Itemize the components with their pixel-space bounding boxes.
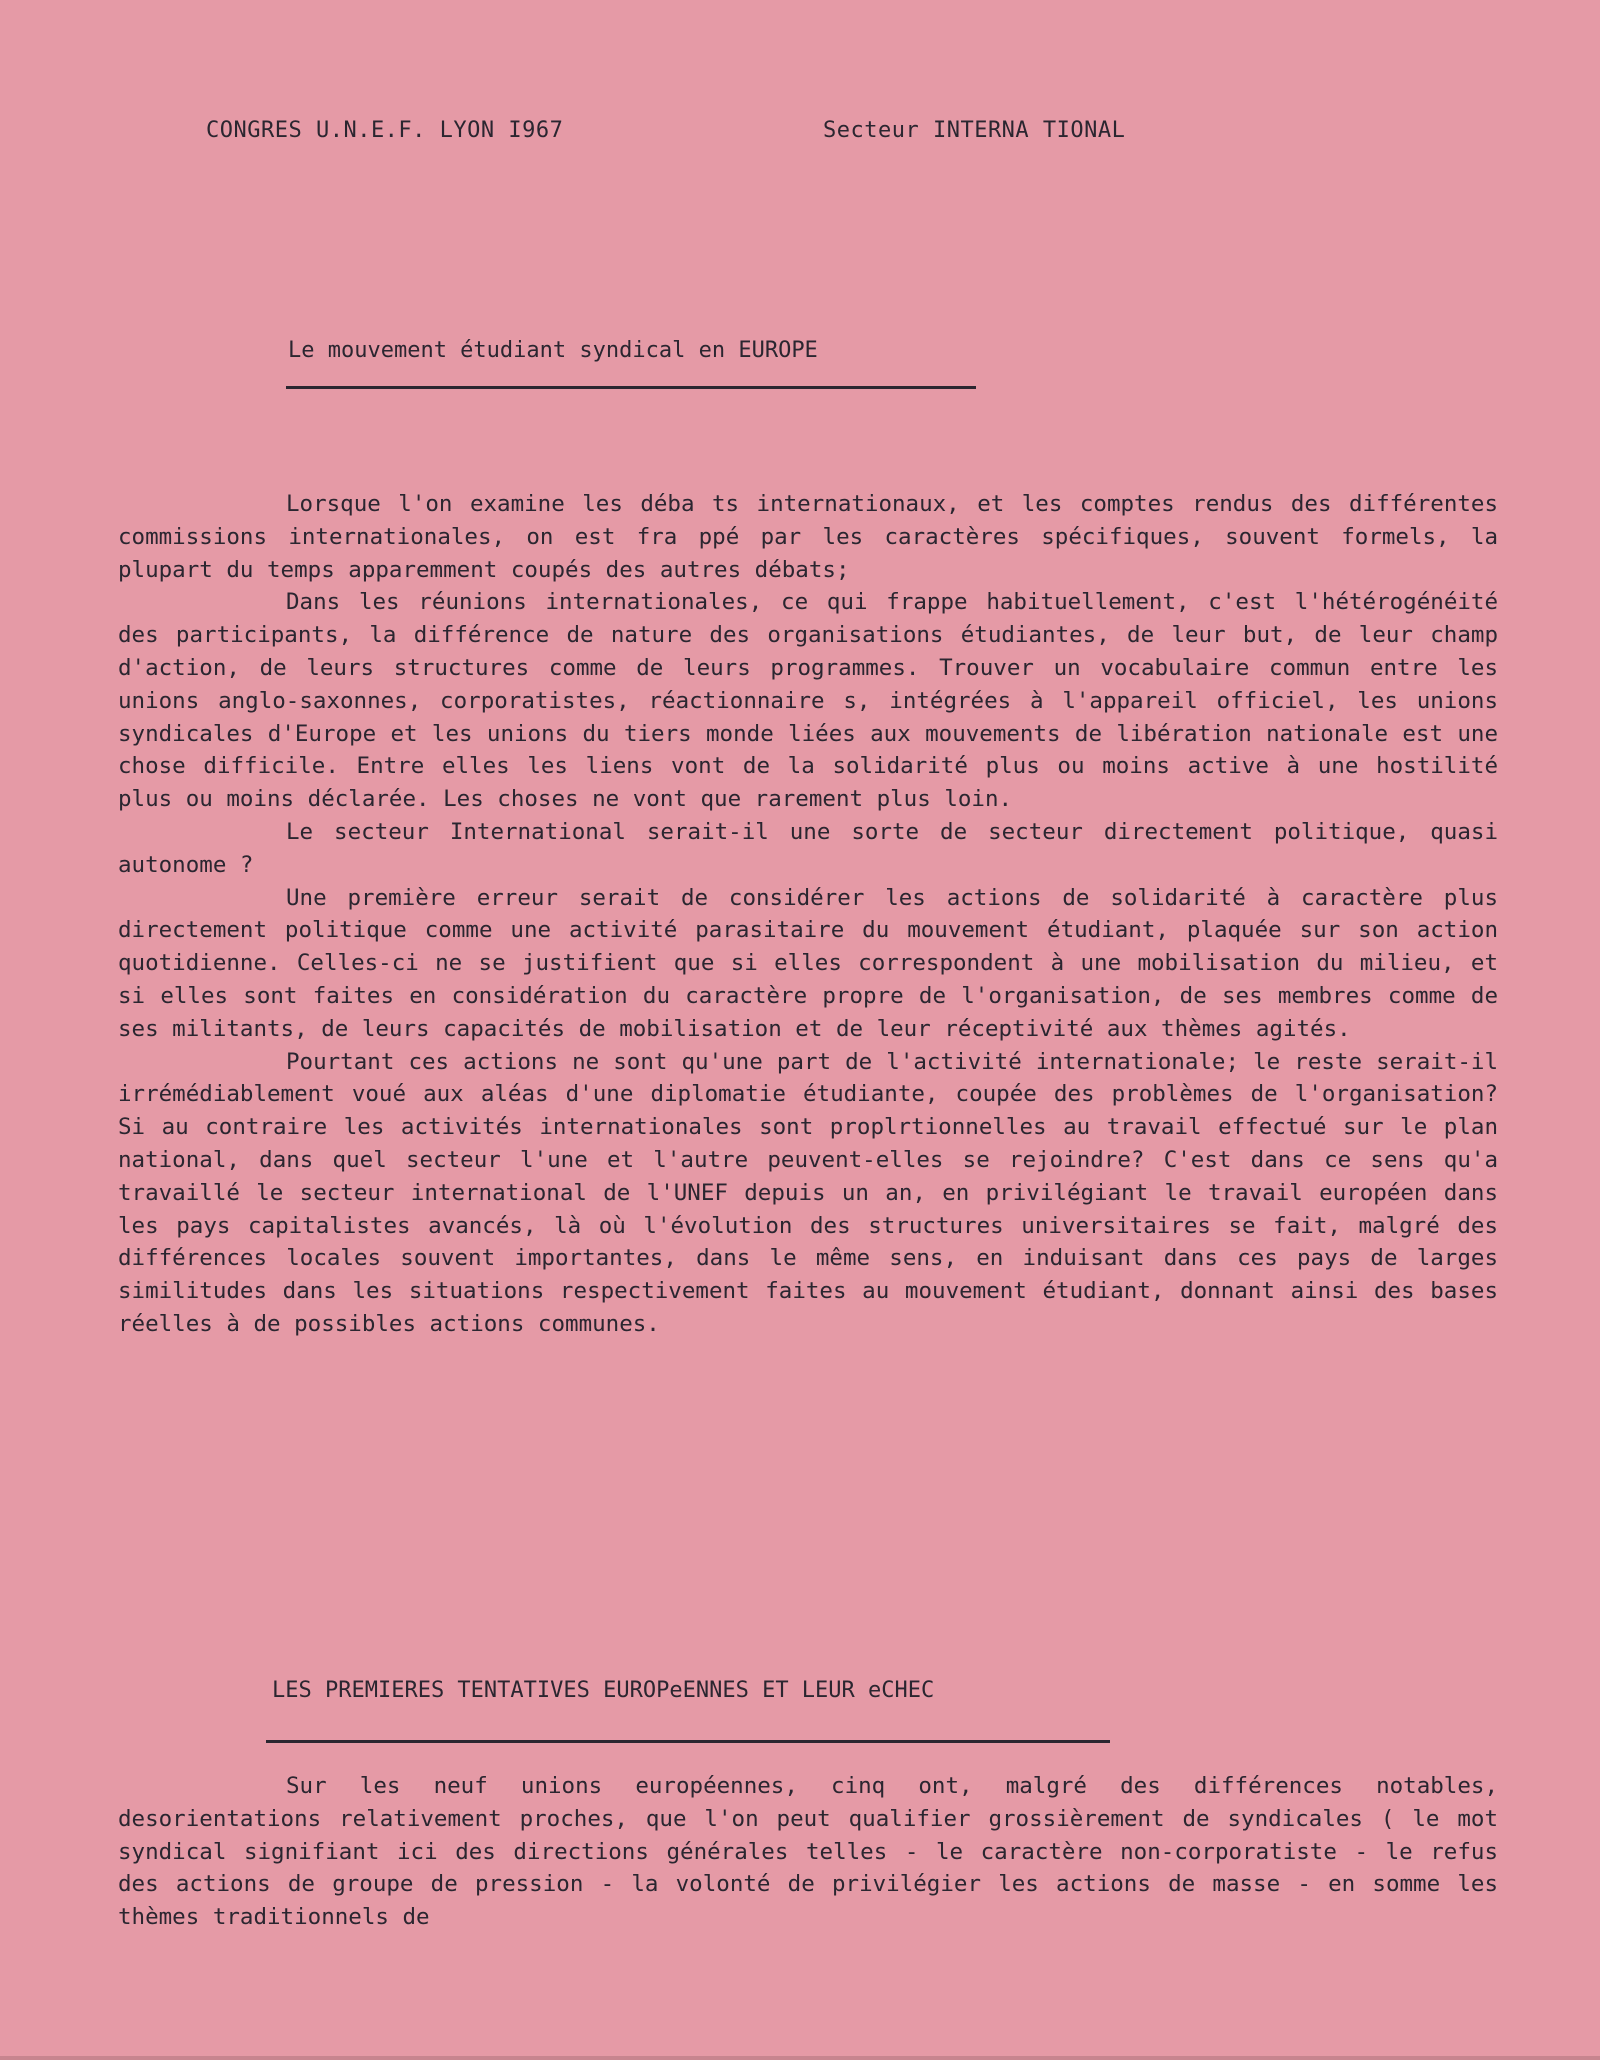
- header-congress: CONGRES U.N.E.F. LYON I967: [206, 118, 564, 143]
- section-title-underline: [266, 1740, 1110, 1743]
- section-title: LES PREMIERES TENTATIVES EUROPeENNES ET LEUR eCHEC: [272, 1678, 935, 1703]
- paragraph-4: Une première erreur serait de considérer les actions de solidarité à caractère plus directement politique comme une activité parasitaire du mouvement étudiant, plaquée sur son action quotidienne. Celles-ci ne se justifient que si elles correspondent à une mobilisation du milieu, et si elles sont faites en considération du caractère propre de l'organisation, de ses membres comme de ses militants, de leurs capacités de mobilisation et de leur réceptivité aux thèmes agités.: [118, 884, 1498, 1042]
- title-underline: [286, 386, 976, 389]
- section-body-text: [118, 1770, 1498, 1934]
- page-edge: [0, 2056, 1600, 2060]
- body-text: [118, 488, 1498, 1341]
- header-sector: Secteur INTERNA TIONAL: [823, 118, 1126, 143]
- paragraph-5: Pourtant ces actions ne sont qu'une part de l'activité internationale; le reste serait-il irrémédiablement voué aux aléas d'une diplomatie étudiante, coupée des problèmes de l'organisation? Si au contraire les activités internationales sont proplrtionnelles au travail effectué sur le plan national, dans quel secteur l'une et l'autre peuvent-elles se rejoindre? C'est dans ce sens qu'a travaillé le secteur international de l'UNEF depuis un an, en privilégiant le travail européen dans les pays capitalistes avancés, là où l'évolution des structures universitaires se fait, malgré des différences locales souvent importantes, dans le même sens, en induisant dans ces pays de larges similitudes dans les situations respectivement faites au mouvement étudiant, donnant ainsi des bases réelles à de possibles actions communes.: [118, 1048, 1498, 1337]
- paragraph-3: Le secteur International serait-il une sorte de secteur directement politique, quasi autonome ?: [118, 818, 1498, 878]
- paragraph-1: Lorsque l'on examine les déba ts internationaux, et les comptes rendus des différentes commissions internationales, on est fra ppé par les caractères spécifiques, souvent formels, la plupart du temps apparemment coupés des autres débats;: [118, 491, 1498, 583]
- paragraph-2: Dans les réunions internationales, ce qui frappe habituellement, c'est l'hétérogénéité des participants, la différence de nature des organisations étudiantes, de leur but, de leur champ d'action, de leurs structures comme de leurs programmes. Trouver un vocabulaire commun entre les unions anglo-saxonnes, corporatistes, réactionnaire s, intégrées à l'appareil officiel, les unions syndicales d'Europe et les unions du tiers monde liées aux mouvements de libération nationale est une chose difficile. Entre elles les liens vont de la solidarité plus ou moins active à une hostilité plus ou moins déclarée. Les choses ne vont que rarement plus loin.: [118, 589, 1498, 813]
- document-title: Le mouvement étudiant syndical en EUROPE: [288, 338, 818, 363]
- section-paragraph-1: Sur les neuf unions européennes, cinq ont, malgré des différences notables, desorientations relativement proches, que l'on peut qualifier grossièrement de syndicales ( le mot syndical signifiant ici des directions générales telles - le caractère non-corporatiste - le refus des actions de groupe de pression - la volonté de privilégier les actions de masse - en somme les thèmes traditionnels de: [118, 1773, 1498, 1931]
